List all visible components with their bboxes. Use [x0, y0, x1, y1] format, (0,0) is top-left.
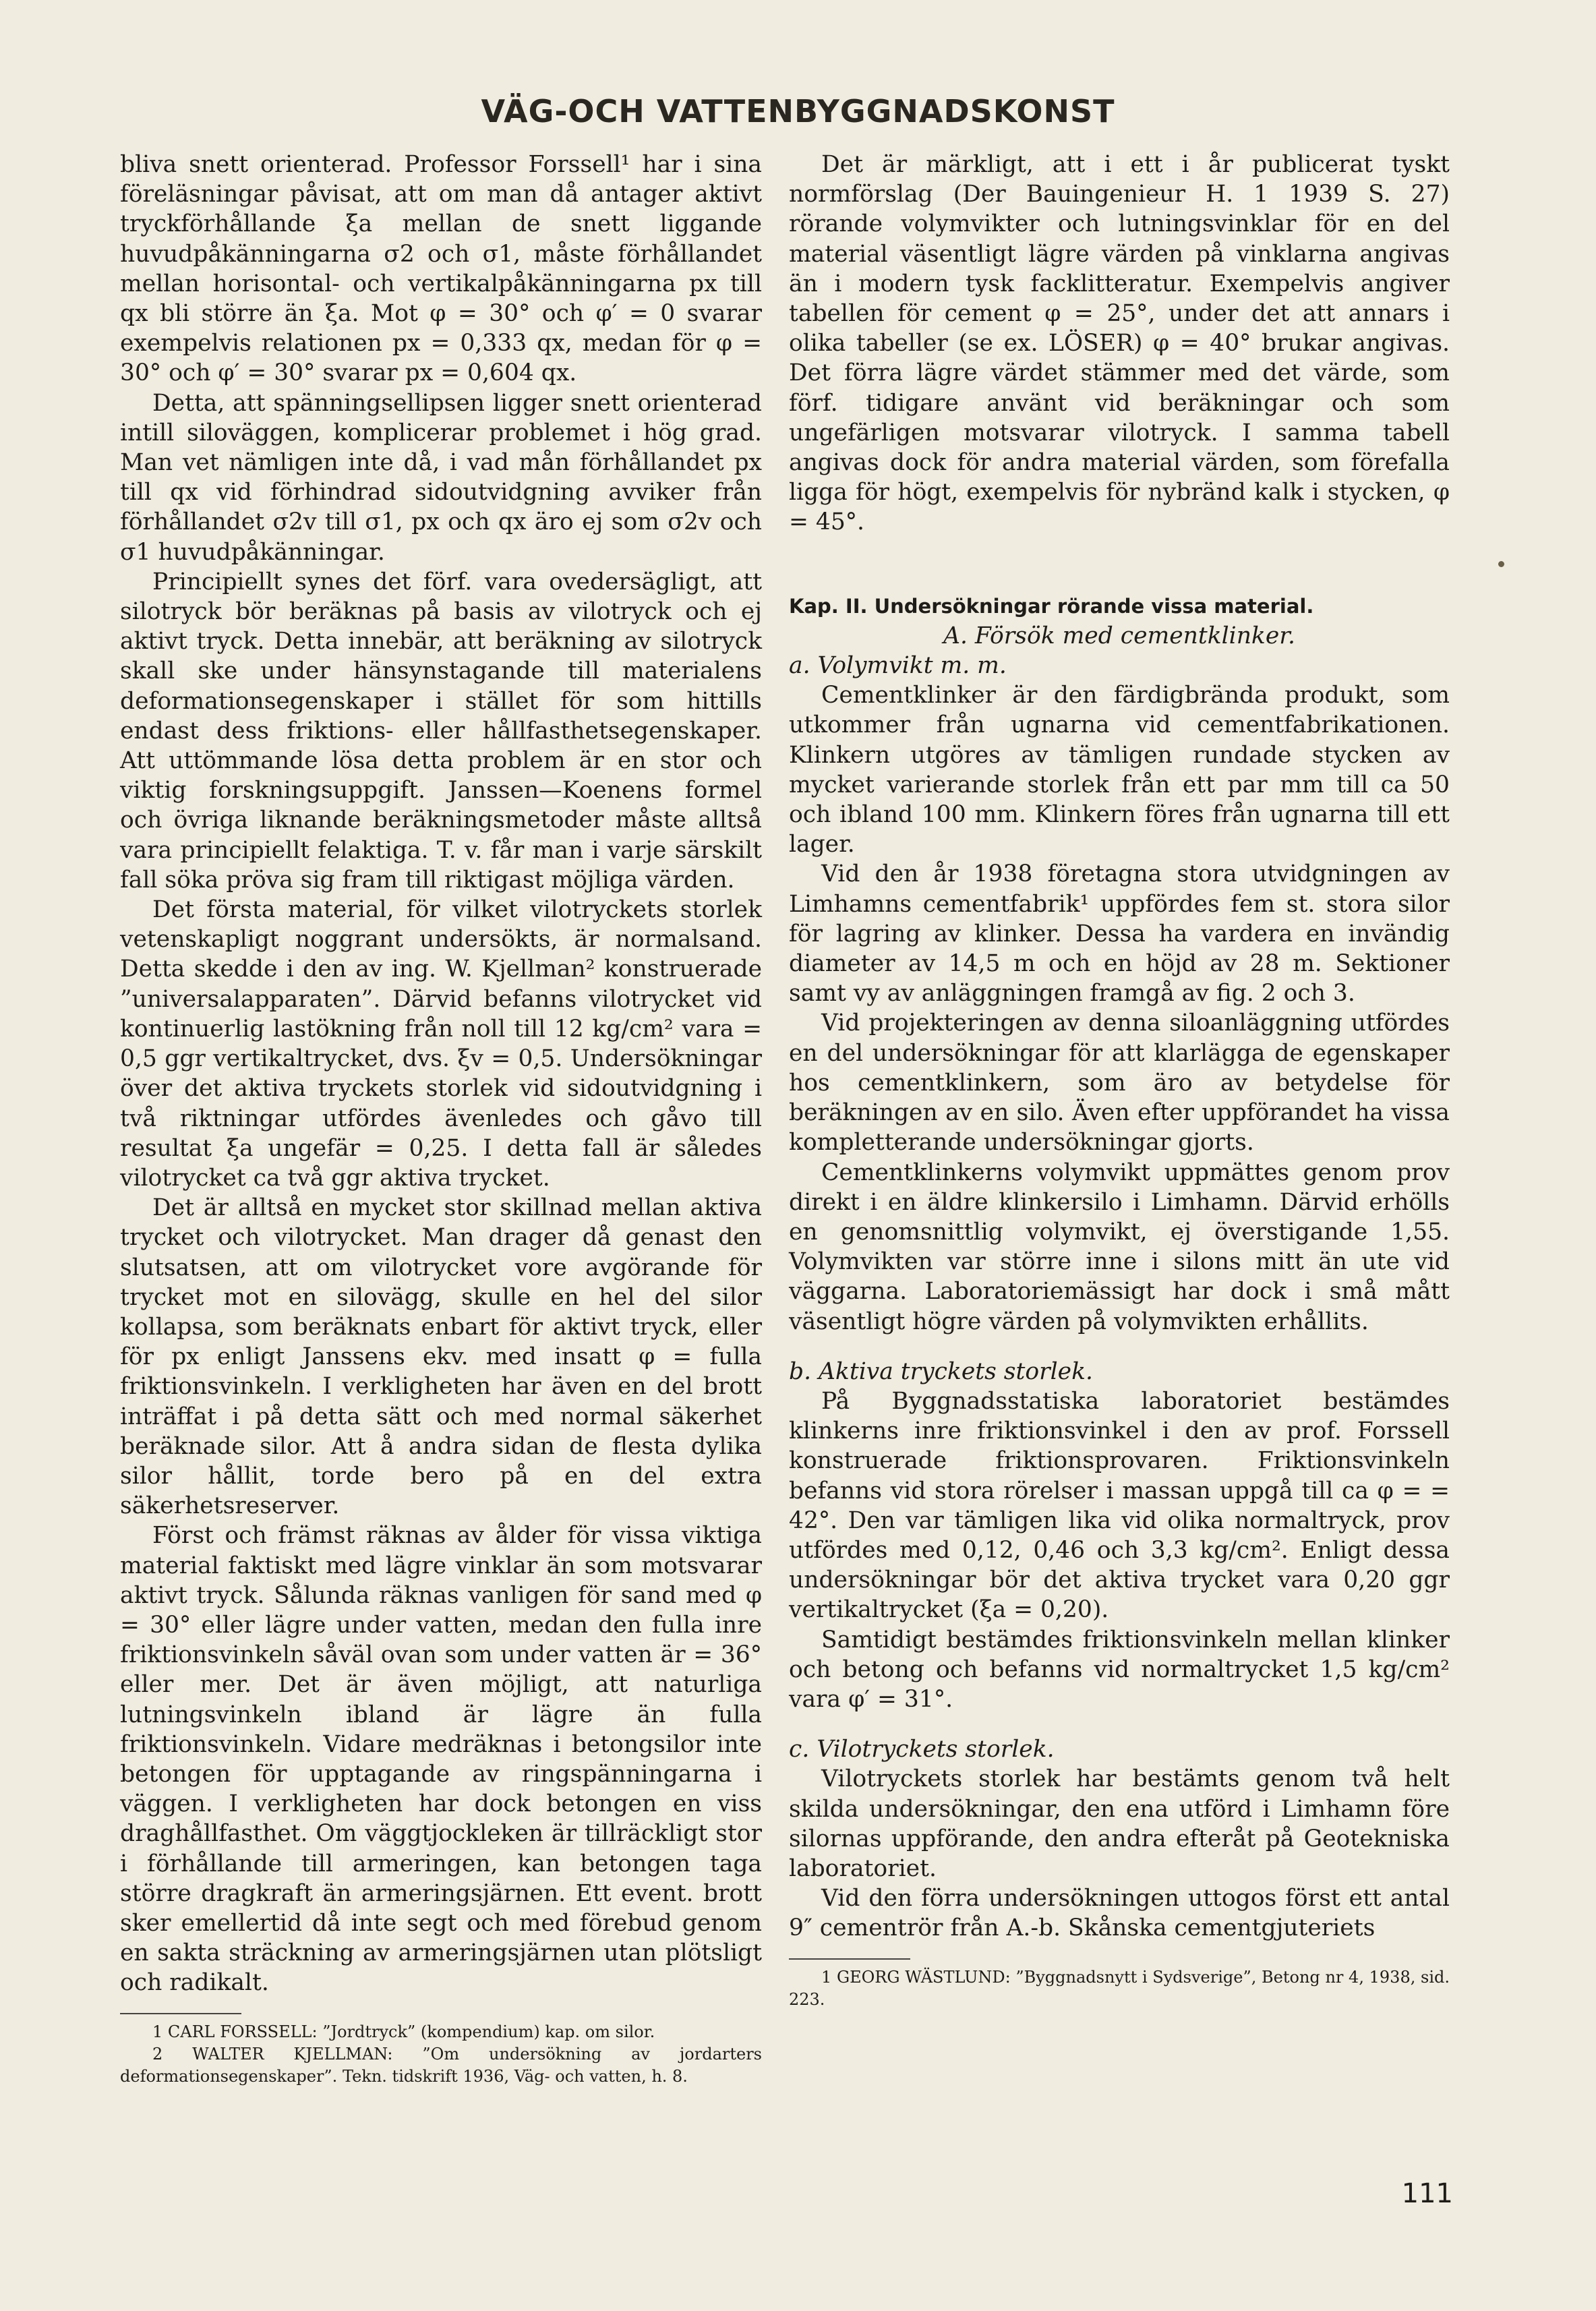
chapter-heading: Kap. II. Undersökningar rörande vissa material. [789, 594, 1314, 618]
left-paragraph-2: Detta, att spänningsellipsen ligger snett orienterad intill siloväggen, komplicerar problemet i hög grad. Man vet nämligen inte då, i vad mån förhållandet px till qx vid förhindrad sidoutvidgning avviker från förhållandet σ2v till σ1, px och qx äro ej som σ2v och σ1 huvudpåkänningar. [120, 389, 762, 566]
footnote-1: 1 CARL FORSSELL: ”Jordtryck” (kompendium) kap. om silor. [152, 2022, 655, 2041]
right-column [789, 150, 1450, 2011]
sub-b-paragraph-2: Samtidigt bestämdes friktionsvinkeln mellan klinker och betong och befanns vid normaltrycket 1,5 kg/cm² vara φ′ = 31°. [789, 1626, 1450, 1713]
subsection-b-heading: b. Aktiva tryckets storlek. [789, 1357, 1093, 1385]
footnote-right: 1 GEORG WÄSTLUND: ”Byggnadsnytt i Sydsverige”, Betong nr 4, 1938, sid. 223. [789, 1967, 1450, 2009]
left-paragraph-4: Det första material, för vilket vilotryckets storlek vetenskapligt noggrant undersökts, är normalsand. Detta skedde i den av ing. W. Kjellman² konstruerade ”universalapparaten”. Därvid befanns vilotrycket vid kontinuerlig lastökning från noll till 12 kg/cm² vara = 0,5 ggr vertikaltrycket, dvs. ξv = 0,5. Undersökningar över det aktiva tryckets storlek vid sidoutvidgning i två riktningar utfördes ävenledes och gåvo till resultat ξa ungefär = 0,25. I detta fall är således vilotrycket ca två ggr aktiva trycket. [120, 896, 762, 1192]
left-paragraph-5: Det är alltså en mycket stor skillnad mellan aktiva trycket och vilotrycket. Man drager då genast den slutsatsen, att om vilotrycket vore avgörande för trycket mot en silovägg, skulle en hel del silor kollapsa, som beräknats enbart för aktivt tryck, eller för px enligt Janssens ekv. med insatt φ = fulla friktionsvinkeln. I verkligheten har även en del brott inträffat i på detta sätt och med normal säkerhet beräknade silor. Att å andra sidan de flesta dylika silor hållit, torde bero på en del extra säkerhetsreserver. [120, 1194, 762, 1520]
page-number: 111 [1401, 2178, 1453, 2209]
sub-a-paragraph-3: Vid projekteringen av denna siloanläggning utfördes en del undersökningar för att klarlägga de egenskaper hos cementklinkern, som äro av betydelse för beräkningen av en silo. Även efter uppförandet ha vissa kompletterande undersökningar gjorts. [789, 1010, 1450, 1157]
footnote-rule [789, 1958, 910, 1960]
left-paragraph-6: Först och främst räknas av ålder för vissa viktiga material faktiskt med lägre vinklar än som motsvarar aktivt tryck. Sålunda räknas vanligen för sand med φ = 30° eller lägre under vatten, medan den fulla inre friktionsvinkeln såväl ovan som under vatten är = 36° eller mer. Det är även möjligt, att naturliga lutningsvinkeln ibland är lägre än fulla friktionsvinkeln. Vidare medräknas i betongsilor inte betongen för upptagande av ringspänningarna i väggen. I verkligheten har dock betongen en viss draghållfasthet. Om väggtjockleken är tillräckligt stor i förhållande till armeringen, kan betongen taga större dragkraft än armeringsjärnen. Ett event. brott sker emellertid då inte segt och med förebud genom en sakta sträckning av armeringsjärnen utan plötsligt och radikalt. [120, 1522, 762, 1997]
left-paragraph-3: Principiellt synes det förf. vara ovedersägligt, att silotryck bör beräknas på basis av vilotryck och ej aktivt tryck. Detta innebär, att beräkning av silotryck skall ske under hänsynstagande till materialens deformationsegenskaper i stället för som hittills endast dess friktions- eller hållfasthetsegenskaper. Att uttömmande lösa detta problem är en stor och viktig forskningsuppgift. Janssen—Koenens formel och övriga liknande beräkningsmetoder måste alltså vara principiellt felaktiga. T. v. får man i varje särskilt fall söka pröva sig fram till riktigast möjliga värden. [120, 568, 762, 894]
footnote-rule [120, 2013, 241, 2014]
subsection-a-heading: a. Volymvikt m. m. [789, 652, 1007, 680]
right-paragraph-top: Det är märkligt, att i ett i år publicerat tyskt normförslag (Der Bauingenieur H. 1 1939 S. 27) rörande volymvikter och lutningsvinklar för en del material väsentligt lägre värden på vinklarna angivas än i modern tysk facklitteratur. Exempelvis angiver tabellen för cement φ = 25°, under det att annars i olika tabeller (se ex. LÖSER) φ = 40° brukar angivas. Det förra lägre värdet stämmer med det värde, som förf. tidigare använt vid beräkningar och som ungefärligen motsvarar vilotryck. I samma tabell angivas dock för andra material värden, som förefalla ligga för högt, exempelvis för nybränd kalk i stycken, φ = 45°. [789, 151, 1450, 536]
sub-a-paragraph-2: Vid den år 1938 företagna stora utvidgningen av Limhamns cementfabrik¹ uppfördes fem st. stora silor för lagring av klinker. Dessa ha vardera en invändig diameter av 14,5 m och en höjd av 28 m. Sektioner samt vy av anläggningen framgå av fig. 2 och 3. [789, 860, 1450, 1007]
spacer [789, 1714, 1450, 1734]
ink-speck [1498, 561, 1504, 567]
subsection-c-heading: c. Vilotryckets storlek. [789, 1736, 1055, 1763]
sub-a-paragraph-4: Cementklinkerns volymvikt uppmättes genom prov direkt i en äldre klinkersilo i Limhamn. Därvid erhölls en genomsnittlig volymvikt, ej överstigande 1,55. Volymvikten var större inne i silons mitt än ute vid väggarna. Laboratoriemässigt har dock i små mått väsentligt högre värden på volymvikten erhållits. [789, 1159, 1450, 1335]
left-column [120, 150, 762, 2088]
left-paragraph-1: bliva snett orienterad. Professor Forssell¹ har i sina föreläsningar påvisat, att om man då antager aktivt tryckförhållande ξa mellan de snett liggande huvudpåkänningarna σ2 och σ1, måste förhållandet mellan horisontal- och vertikalpåkänningarna px till qx bli större än ξa. Mot φ = 30° och φ′ = 0 svarar exempelvis relationen px = 0,333 qx, medan för φ = 30° och φ′ = 30° svarar px = 0,604 qx. [120, 151, 762, 387]
spacer [789, 1337, 1450, 1357]
spacer [789, 537, 1450, 591]
sub-c-paragraph-2: Vid den förra undersökningen uttogos först ett antal 9″ cementrör från A.-b. Skånska cementgjuteriets [789, 1885, 1450, 1942]
running-header: VÄG-OCH VATTENBYGGNADSKONST [481, 93, 1115, 129]
sub-b-paragraph-1: På Byggnadsstatiska laboratoriet bestämdes klinkerns inre friktionsvinkel i den av prof. Forssell konstruerade friktionsprovaren. Friktionsvinkeln befanns vid stora rörelser i massan uppgå till ca φ = = 42°. Den var tämligen lika vid olika normaltryck, prov utfördes med 0,12, 0,46 och 3,3 kg/cm². Enligt dessa undersökningar bör det aktiva trycket vara 0,20 ggr vertikaltrycket (ξa = 0,20). [789, 1387, 1450, 1624]
sub-a-paragraph-1: Cementklinker är den färdigbrända produkt, som utkommer från ugnarna vid cementfabrikationen. Klinkern utgöres av tämligen rundade stycken av mycket varierande storlek från ett par mm till ca 50 och ibland 100 mm. Klinkern föres från ugnarna till ett lager. [789, 682, 1450, 858]
footnote-2: 2 WALTER KJELLMAN: ”Om undersökning av jordarters deformationsegenskaper”. Tekn. tidskrift 1936, Väg- och vatten, h. 8. [120, 2044, 762, 2086]
sub-c-paragraph-1: Vilotryckets storlek har bestämts genom två helt skilda undersökningar, den ena utförd i Limhamn före silornas uppförande, den andra efteråt på Geotekniska laboratoriet. [789, 1765, 1450, 1882]
section-a-heading: A. Försök med cementklinker. [943, 622, 1295, 649]
